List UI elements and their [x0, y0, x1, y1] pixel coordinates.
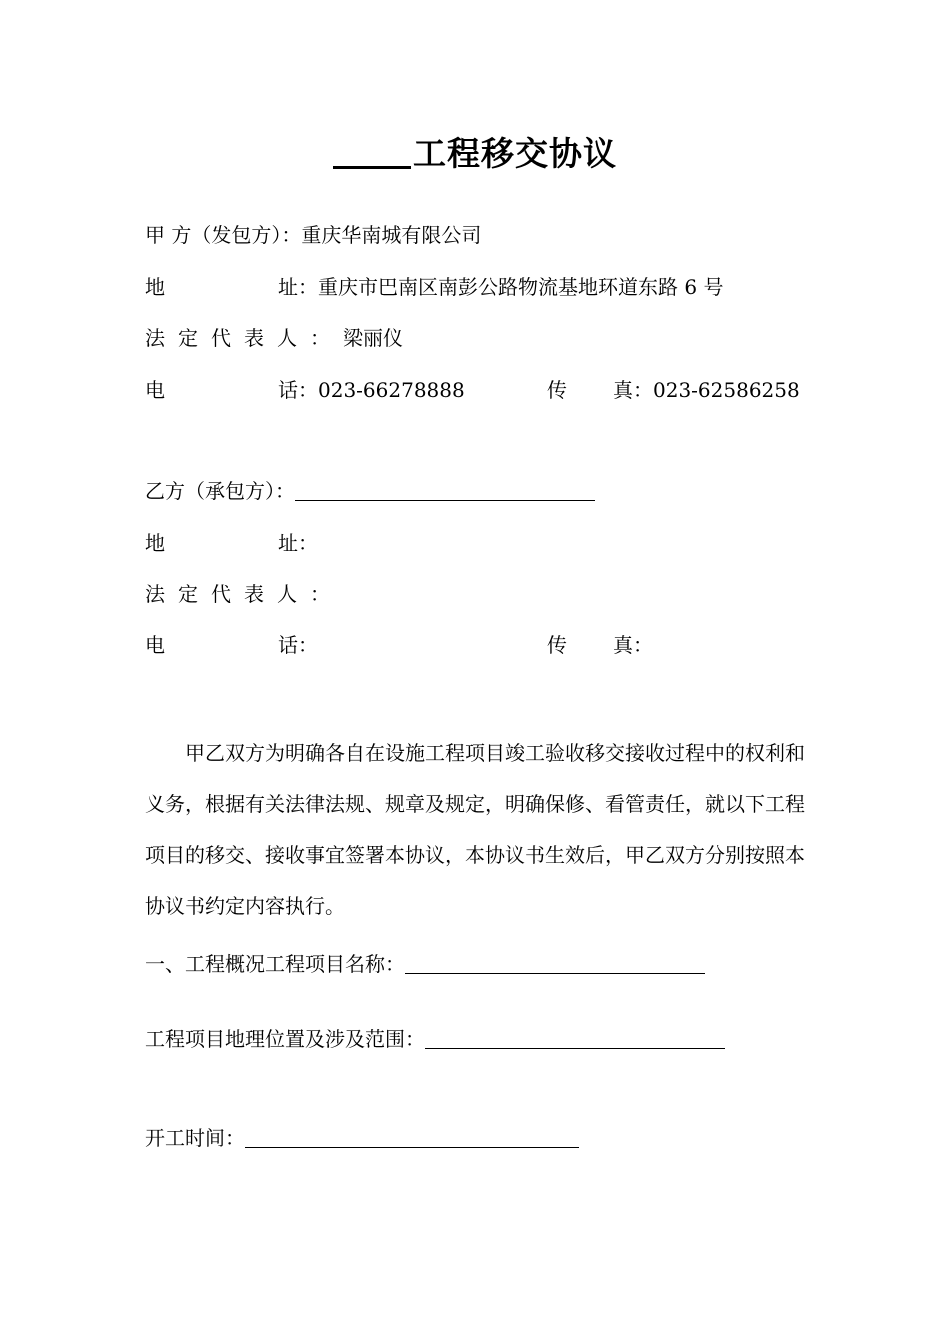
party-a-phone-label-2: 话：: [278, 378, 318, 402]
start-label: 开工时间：: [145, 1126, 245, 1150]
party-a-name: 重庆华南城有限公司: [301, 223, 482, 247]
location-label: 工程项目地理位置及涉及范围：: [145, 1027, 425, 1051]
party-a-fax-label-1: 传: [547, 378, 567, 402]
party-a-fax: 023-62586258: [653, 378, 800, 402]
party-b-phone-label-2: 话：: [278, 633, 318, 657]
party-a-address: 重庆市巴南区南彭公路物流基地环道东路 6 号: [318, 275, 724, 299]
location-row: [145, 1026, 725, 1052]
project-name-blank[interactable]: [405, 953, 705, 974]
party-a-rep-label: 法定代表人：: [145, 326, 343, 350]
party-a-row: [145, 222, 481, 248]
item1-row: [145, 951, 705, 977]
party-a-phone-label-1: 电: [145, 378, 165, 402]
party-b-name-blank[interactable]: [295, 480, 595, 501]
location-blank[interactable]: [425, 1028, 725, 1049]
party-a-phone: 023-66278888: [318, 378, 465, 402]
party-b-fax-group: [547, 632, 653, 658]
title-blank-line[interactable]: [333, 136, 411, 169]
start-time-blank[interactable]: [245, 1127, 579, 1148]
title-text: 工程移交协议: [413, 134, 617, 173]
party-b-fax-label-1: 传: [547, 633, 567, 657]
party-b-label: 乙方（承包方）：: [145, 479, 295, 503]
party-b-rep-row: [145, 581, 343, 607]
party-a-fax-group: [547, 377, 800, 403]
party-b-phone-label-1: 电: [145, 633, 165, 657]
item1-label: 一、工程概况工程项目名称：: [145, 952, 405, 976]
start-time-row: [145, 1125, 579, 1151]
party-a-address-label-2: 址：: [278, 275, 318, 299]
party-a-rep: 梁丽仪: [343, 326, 403, 350]
party-a-phone-row: [145, 377, 465, 403]
party-b-address-row: [145, 530, 318, 556]
party-b-row: [145, 478, 595, 504]
agreement-paragraph: 甲乙双方为明确各自在设施工程项目竣工验收移交接收过程中的权利和义务，根据有关法律法规、规章及规定，明确保修、看管责任，就以下工程项目的移交、接收事宜签署本协议，本协议书生效后，甲乙双方分别按照本协议书约定内容执行。: [145, 741, 805, 918]
document-title: [0, 128, 950, 175]
party-a-label: 甲 方（发包方）：: [145, 223, 302, 247]
party-b-phone-row: [145, 632, 318, 658]
party-a-address-label-1: 地: [145, 275, 165, 299]
party-b-fax-label-2: 真：: [613, 633, 653, 657]
party-b-rep-label: 法定代表人：: [145, 582, 343, 606]
party-b-address-label-1: 地: [145, 531, 165, 555]
party-a-fax-label-2: 真：: [613, 378, 653, 402]
party-b-address-label-2: 址：: [278, 531, 318, 555]
party-a-rep-row: [145, 325, 403, 351]
party-a-address-row: [145, 274, 723, 300]
